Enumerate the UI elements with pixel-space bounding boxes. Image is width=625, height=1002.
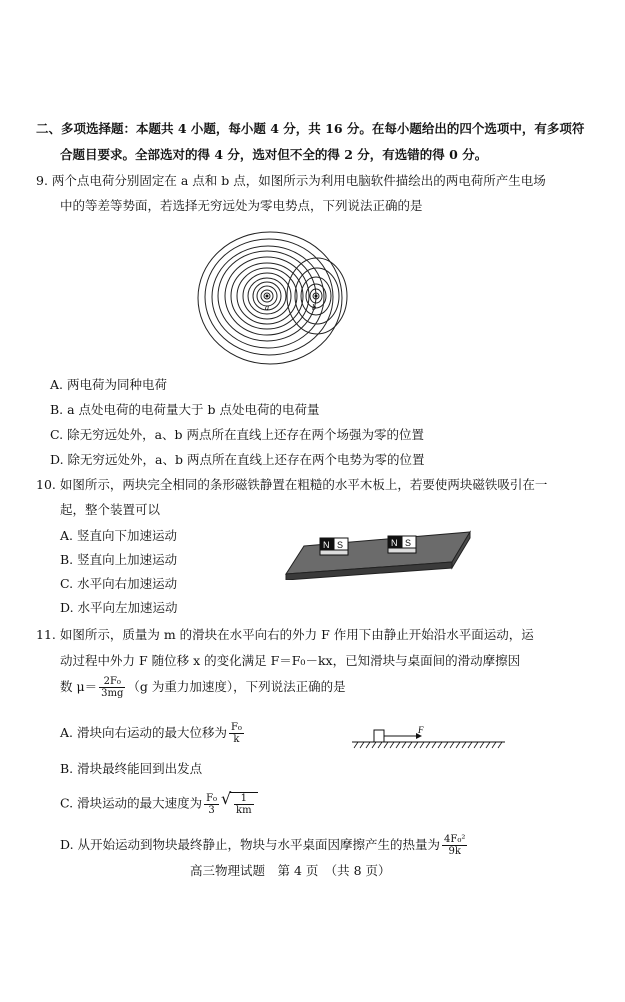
q11-mu-denominator: 3mg xyxy=(101,688,124,699)
magnet2-s-label: S xyxy=(405,538,412,548)
q11-option-d xyxy=(60,834,469,857)
q9-stem-line1: 9. 两个点电荷分别固定在 a 点和 b 点，如图所示为利用电脑软件描绘出的两电荷所产生电场 xyxy=(36,173,546,188)
point-a-label: a xyxy=(265,303,269,312)
q10-stem-line2: 起，整个装置可以 xyxy=(60,502,161,517)
point-b-label: b xyxy=(312,303,316,312)
q11-option-a-text: A. 滑块向右运动的最大位移为 xyxy=(60,725,227,740)
q9-option-d: D. 除无穷远处外，a、b 两点所在直线上还存在两个电势为零的位置 xyxy=(50,452,425,467)
q11-option-c-fraction xyxy=(204,793,219,816)
magnet1-n-label: N xyxy=(323,540,330,550)
page-footer: 高三物理试题 第 4 页 （共 8 页） xyxy=(190,863,391,878)
q11-option-c-rad-denominator: km xyxy=(236,805,252,816)
q9-stem-line2: 中的等差等势面，若选择无穷远处为零电势点，下列说法正确的是 xyxy=(60,198,423,213)
q11-mu-numerator: 2F₀ xyxy=(99,676,125,688)
block-force-figure xyxy=(350,722,510,752)
q11-option-d-text: D. 从开始运动到物块最终静止，物块与水平桌面因摩擦产生的热量为 xyxy=(60,837,441,852)
q10-option-a: A. 竖直向下加速运动 xyxy=(60,528,177,543)
q11-stem-line2: 动过程中外力 F 随位移 x 的变化满足 F＝F₀－kx，已知滑块与桌面间的滑动摩擦因 xyxy=(60,653,521,668)
q9-option-c: C. 除无穷远处外，a、b 两点所在直线上还存在两个场强为零的位置 xyxy=(50,427,424,442)
q11-option-d-denominator: 9k xyxy=(448,846,461,857)
q11-option-c-text: C. 滑块运动的最大速度为 xyxy=(60,795,203,811)
q11-option-b: B. 滑块最终能回到出发点 xyxy=(60,761,203,776)
q11-option-d-numerator: 4F₀² xyxy=(444,834,466,845)
q9-option-b: B. a 点处电荷的电荷量大于 b 点处电荷的电荷量 xyxy=(50,402,320,417)
q11-option-c-numerator: F₀ xyxy=(206,792,218,804)
magnet1-s-label: S xyxy=(337,540,344,550)
magnets-on-board-figure xyxy=(282,528,472,580)
q11-option-c-sqrt: √ $\frac{1}{km}$ xyxy=(221,792,258,816)
section-header-line2: 合题目要求。全部选对的得 4 分，选对但不全的得 2 分，有选错的得 0 分。 xyxy=(60,147,488,162)
q10-option-b: B. 竖直向上加速运动 xyxy=(60,552,178,567)
section-header-line1: 二、多项选择题：本题共 4 小题，每小题 4 分，共 16 分。在每小题给出的四个选项中，有多项符 xyxy=(36,121,585,136)
q10-option-d: D. 水平向左加速运动 xyxy=(60,600,178,615)
q11-option-c xyxy=(60,789,258,816)
q11-option-d-fraction xyxy=(442,834,467,857)
equipotential-figure xyxy=(195,228,375,378)
q11-mu-prefix: 数 μ＝ xyxy=(60,679,98,694)
q11-stem-line3 xyxy=(60,676,346,699)
q10-option-c: C. 水平向右加速运动 xyxy=(60,576,178,591)
q11-stem-line1: 11. 如图所示，质量为 m 的滑块在水平向右的外力 F 作用下由静止开始沿水平面运动，运 xyxy=(36,627,534,642)
q9-option-a: A. 两电荷为同种电荷 xyxy=(50,377,167,392)
q11-option-c-rad-numerator: 1 xyxy=(234,793,254,805)
q11-option-c-denominator: 3 xyxy=(208,804,215,816)
force-label: F xyxy=(418,725,424,735)
magnet2-n-label: N xyxy=(391,538,398,548)
q11-mu-fraction xyxy=(99,676,125,699)
q11-option-a-fraction xyxy=(229,722,244,745)
q11-option-a-numerator: F₀ xyxy=(230,722,242,733)
q11-mu-suffix: （g 为重力加速度），下列说法正确的是 xyxy=(127,679,346,694)
q10-stem-line1: 10. 如图所示，两块完全相同的条形磁铁静置在粗糙的水平木板上，若要使两块磁铁吸引在一 xyxy=(36,477,548,492)
q11-option-a xyxy=(60,722,246,745)
q11-option-a-denominator: k xyxy=(233,734,240,745)
